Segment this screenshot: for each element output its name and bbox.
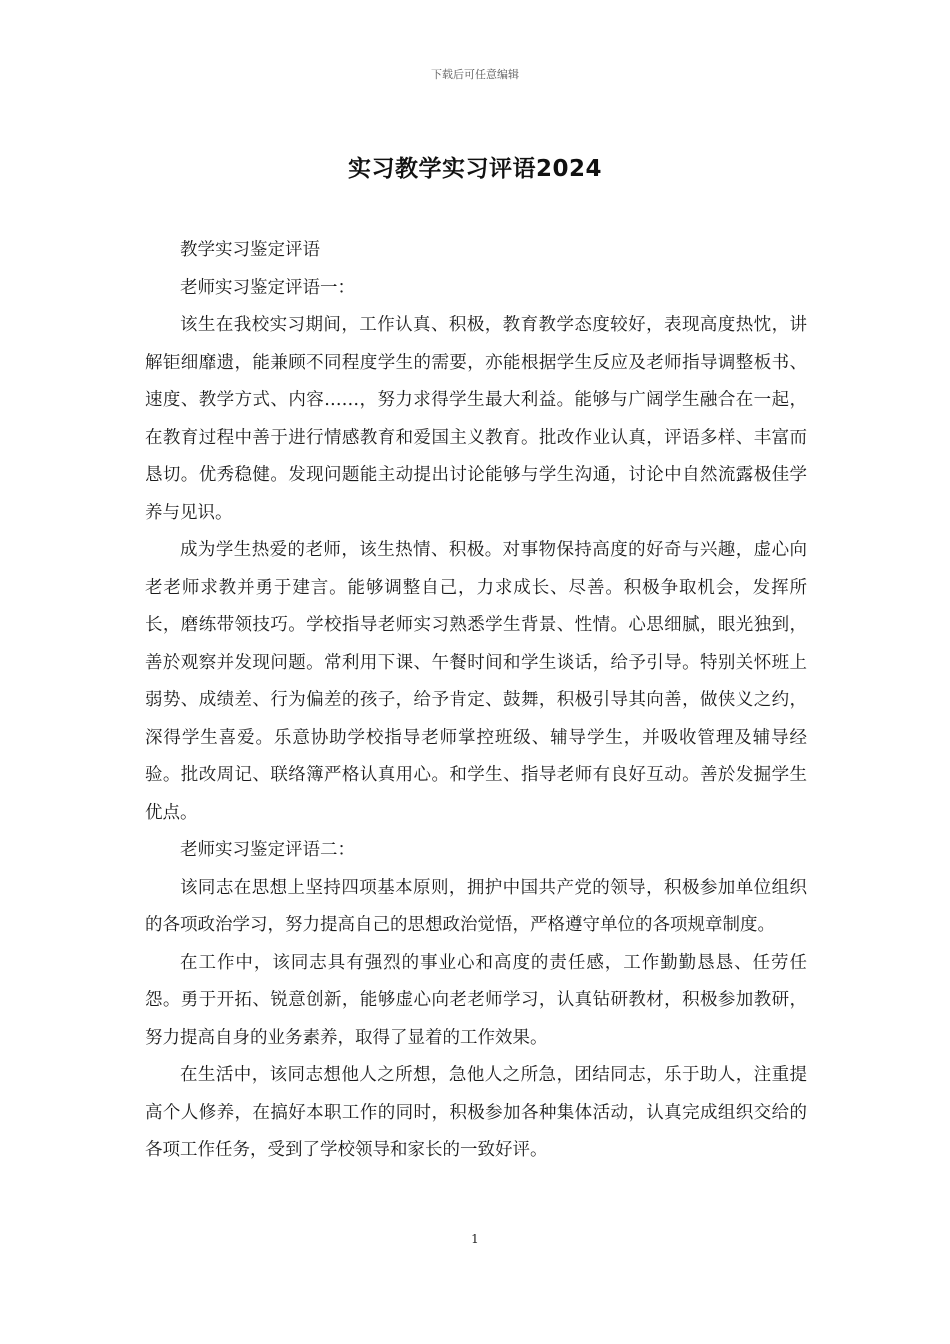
- document-title: 实习教学实习评语2024: [347, 156, 602, 182]
- paragraph: 在生活中，该同志想他人之所想，急他人之所急，团结同志，乐于助人，注重提高个人修养，在搞好本职工作的同时，积极参加各种集体活动，认真完成组织交给的各项工作任务，受到了学校领导和家长的一致好评。: [145, 1065, 807, 1160]
- paragraph: 该生在我校实习期间，工作认真、积极，教育教学态度较好，表现高度热忱，讲解钜细靡遗，能兼顾不同程度学生的需要，亦能根据学生反应及老师指导调整板书、速度、教学方式、内容……，努力求得学生最大利益。能够与广阔学生融合在一起，在教育过程中善于进行情感教育和爱国主义教育。批改作业认真，评语多样、丰富而恳切。优秀稳健。发现问题能主动提出讨论能够与学生沟通，讨论中自然流露极佳学养与见识。: [145, 315, 807, 523]
- section-heading: 教学实习鉴定评语: [180, 240, 320, 260]
- paragraph: 该同志在思想上坚持四项基本原则，拥护中国共产党的领导，积极参加单位组织的各项政治学习，努力提高自己的思想政治觉悟，严格遵守单位的各项规章制度。: [145, 877, 807, 935]
- paragraph: 在工作中，该同志具有强烈的事业心和高度的责任感，工作勤勤恳恳、任劳任怨。勇于开拓、锐意创新，能够虚心向老老师学习，认真钻研教材，积极参加教研，努力提高自身的业务素养，取得了显着的工作效果。: [145, 952, 807, 1048]
- document-body: [145, 232, 807, 1170]
- subsection-heading: 老师实习鉴定评语二：: [180, 840, 355, 860]
- subsection-heading: 老师实习鉴定评语一：: [180, 277, 355, 298]
- header-note: 下载后可任意编辑: [431, 68, 519, 81]
- paragraph: 成为学生热爱的老师，该生热情、积极。对事物保持高度的好奇与兴趣，虚心向老老师求教并勇于建言。能够调整自己，力求成长、尽善。积极争取机会，发挥所长，磨练带领技巧。学校指导老师实习熟悉学生背景、性情。心思细腻，眼光独到，善於观察并发现问题。常利用下课、午餐时间和学生谈话，给予引导。特别关怀班上弱势、成绩差、行为偏差的孩子，给予肯定、鼓舞，积极引导其向善，做侠义之约，深得学生喜爱。乐意协助学校指导老师掌控班级、辅导学生，并吸收管理及辅导经验。批改周记、联络簿严格认真用心。和学生、指导老师有良好互动。善於发掘学生优点。: [145, 540, 807, 823]
- page-number: 1: [471, 1232, 479, 1246]
